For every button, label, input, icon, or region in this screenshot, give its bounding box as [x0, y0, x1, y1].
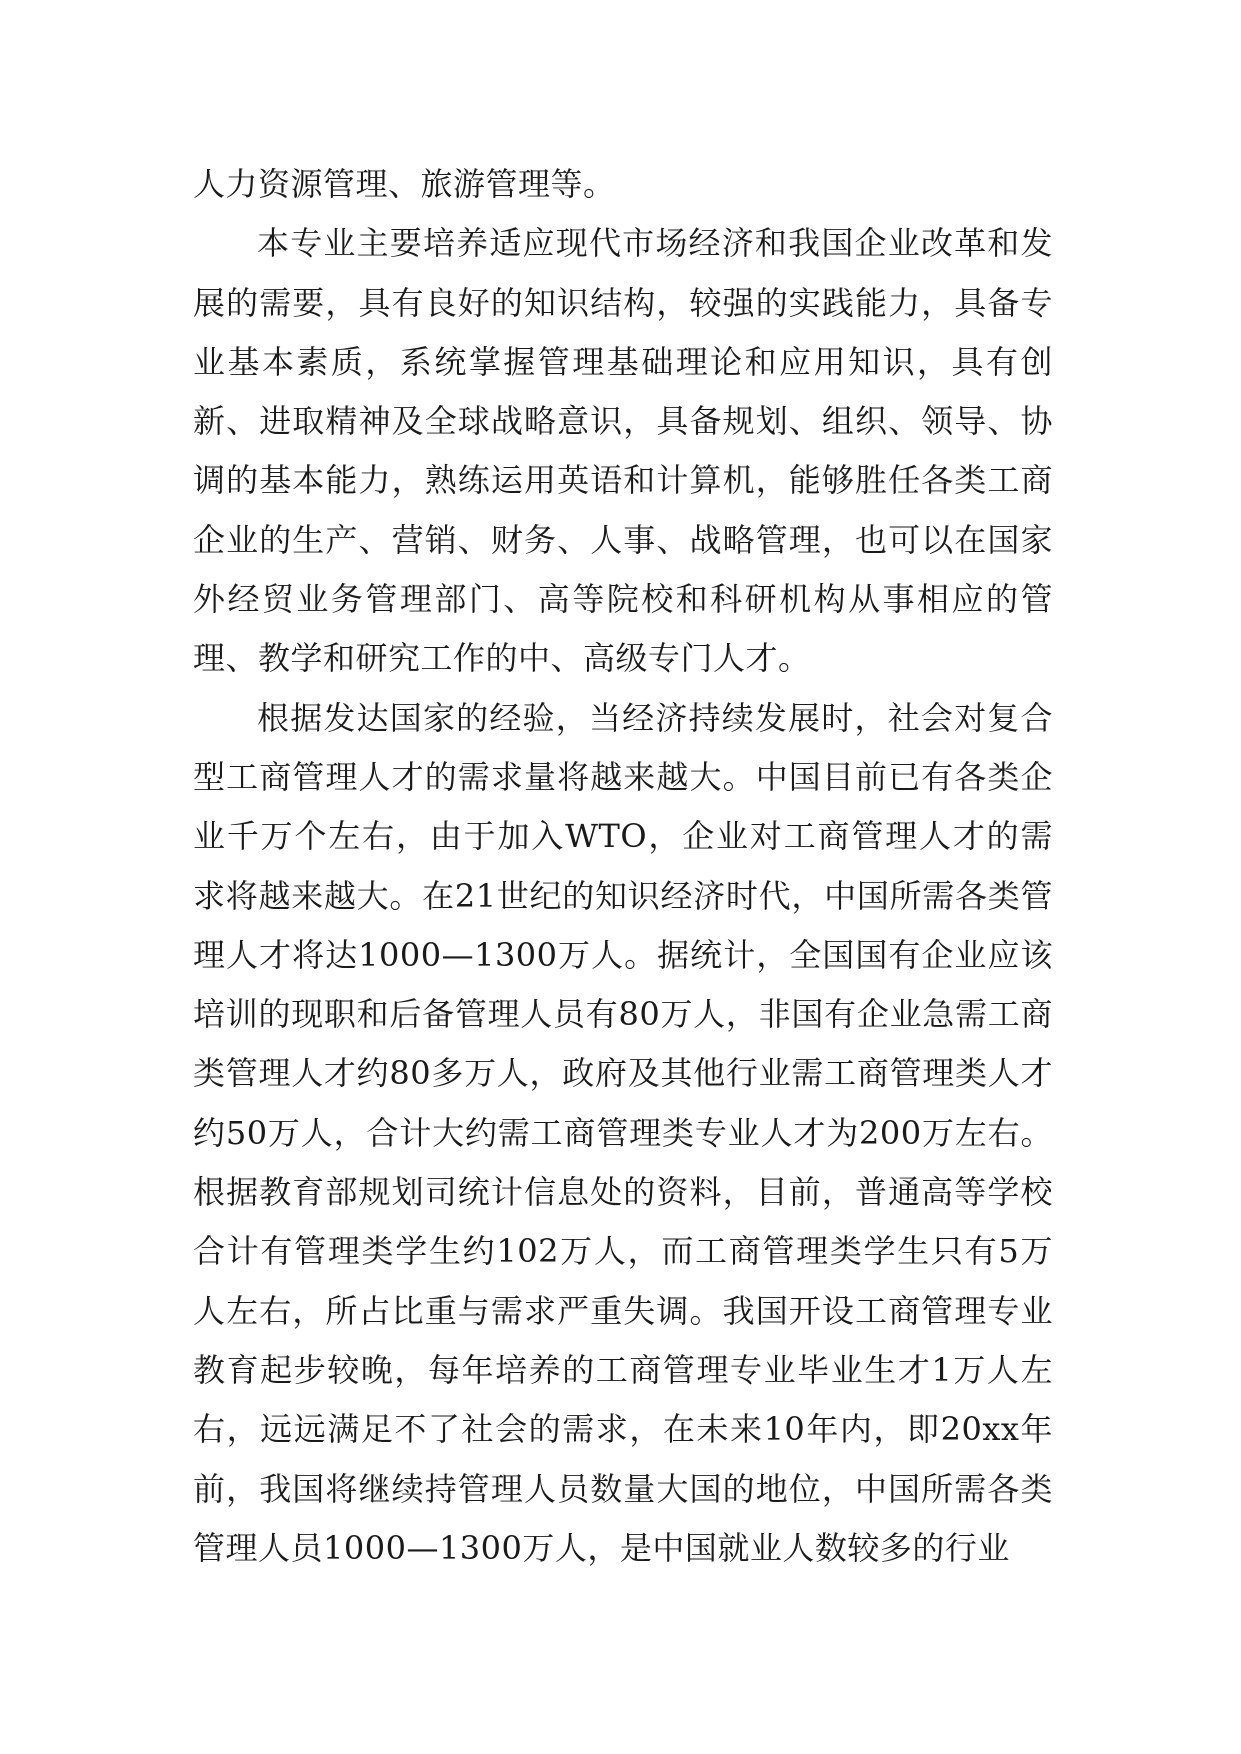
- paragraph-talent-demand: 根据发达国家的经验，当经济持续发展时，社会对复合型工商管理人才的需求量将越来越大。中国目前已有各类企业千万个左右，由于加入WTO，企业对工商管理人才的需求将越来越大。在21世纪的知识经济时代，中国所需各类管理人才将达1000—1300万人。据统计，全国国有企业应该培训的现职和后备管理人员有80万人，非国有企业急需工商类管理人才约80多万人，政府及其他行业需工商管理类人才约50万人，合计大约需工商管理类专业人才为200万左右。根据教育部规划司统计信息处的资料，目前，普通高等学校合计有管理类学生约102万人，而工商管理类学生只有5万人左右，所占比重与需求严重失调。我国开设工商管理专业教育起步较晚，每年培养的工商管理专业毕业生才1万人左右，远远满足不了社会的需求，在未来10年内，即20xx年前，我国将继续持管理人员数量大国的地位，中国所需各类管理人员1000—1300万人，是中国就业人数较多的行业: [193, 698, 1053, 1567]
- paragraph-continuation: 人力资源管理、旅游管理等。: [193, 165, 616, 203]
- document-body: [193, 155, 1053, 1578]
- paragraph-training-goals: 本专业主要培养适应现代市场经济和我国企业改革和发展的需要，具有良好的知识结构，较强的实践能力，具备专业基本素质，系统掌握管理基础理论和应用知识，具有创新、进取精神及全球战略意识，具备规划、组织、领导、协调的基本能力，熟练运用英语和计算机，能够胜任各类工商企业的生产、营销、财务、人事、战略管理，也可以在国家外经贸业务管理部门、高等院校和科研机构从事相应的管理、教学和研究工作的中、高级专门人才。: [193, 224, 1053, 678]
